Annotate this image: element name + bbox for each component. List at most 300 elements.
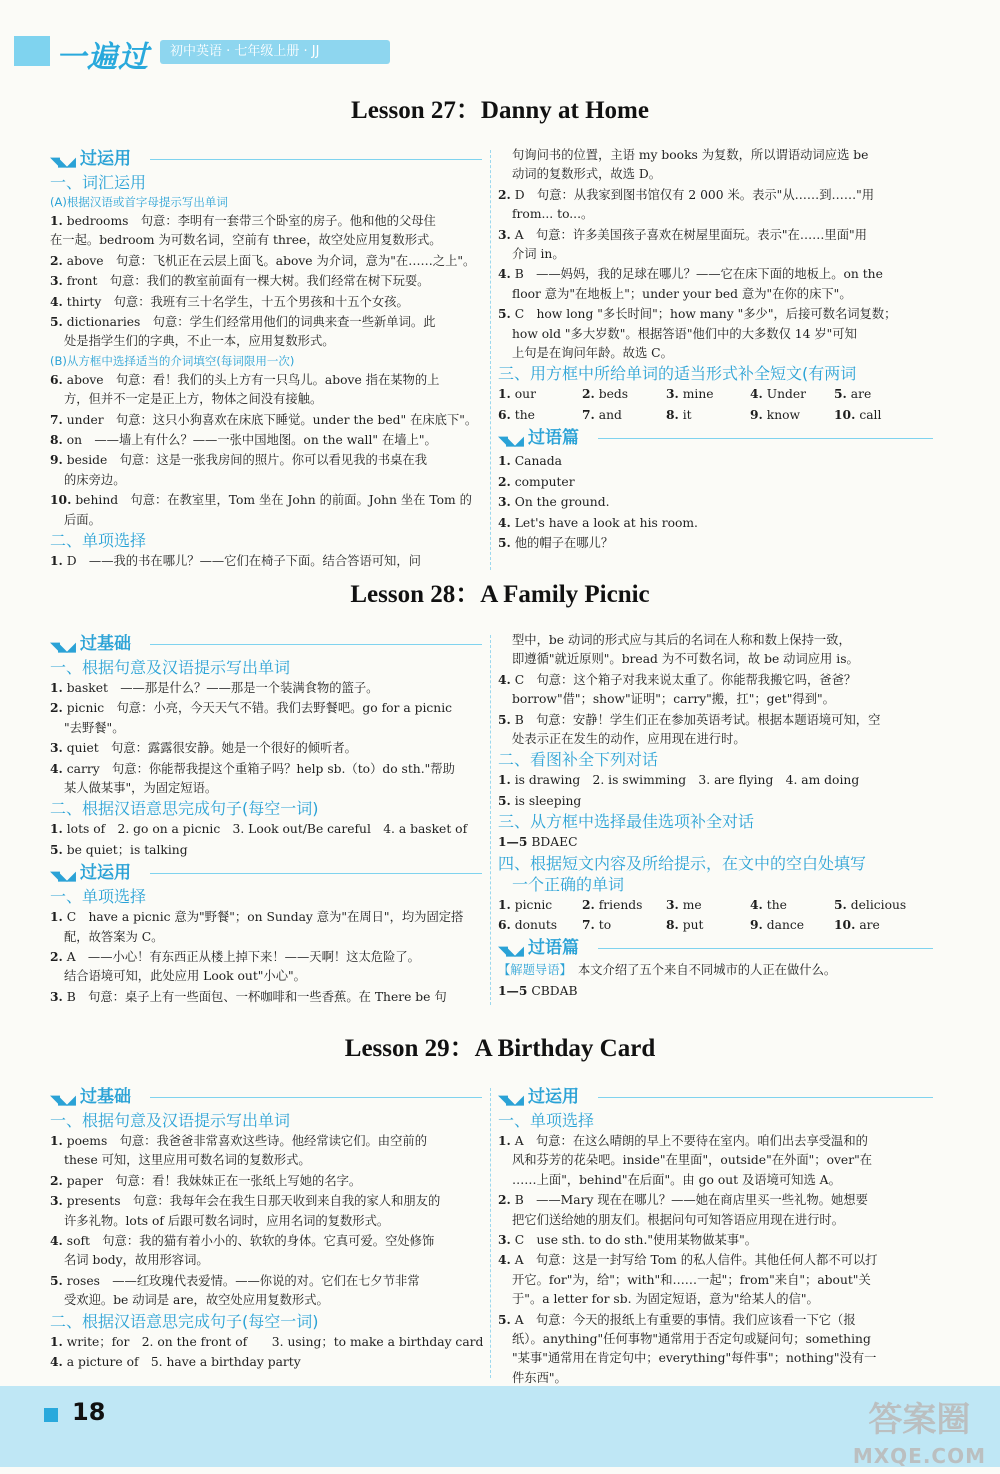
answer-number: 6. xyxy=(50,371,63,387)
answer-cell xyxy=(750,405,834,425)
answer-line xyxy=(498,1190,933,1210)
answer-row xyxy=(498,384,933,404)
sparkle-icon: ◥◣◢ xyxy=(50,640,74,655)
section-heading-text: 过运用 xyxy=(528,1087,579,1107)
answer-number: 7. xyxy=(582,917,595,933)
section-heading xyxy=(498,427,933,449)
answer-text: beside 句意：这是一张我房间的照片。你可以看见我的书桌在我 xyxy=(62,453,428,468)
answer-text: floor 意为"在地板上"；under your bed 意为"在你的床下"。 xyxy=(512,286,852,301)
answer-line xyxy=(50,678,482,698)
answer-text: picnic 句意：小亮，今天天气不错。我们去野餐吧。go for a picnic xyxy=(62,701,453,716)
answer-cell xyxy=(498,915,582,935)
answer-text: 纸）。anything"任何事物"通常用于否定句或疑问句；something xyxy=(512,1332,871,1347)
answer-line xyxy=(50,1231,482,1251)
answer-text: D ——我的书在哪儿？——它们在椅子下面。结合答语可知，问 xyxy=(62,554,421,569)
answer-number: 5. xyxy=(834,896,847,912)
answer-number: 1. xyxy=(50,909,63,925)
answer-number: 10. xyxy=(834,406,856,422)
answer-text: 句询问书的位置，主语 my books 为复数，所以谓语动词应选 be xyxy=(512,148,869,162)
lesson-27-right-column xyxy=(498,146,933,553)
heading-rule xyxy=(150,159,482,160)
answer-line xyxy=(50,430,482,450)
heading-rule xyxy=(150,644,482,645)
subsection-heading: 三、从方框中选择最佳选项补全对话 xyxy=(498,812,755,832)
answer-number: 1. xyxy=(498,1133,511,1148)
answer-number: 5. xyxy=(498,1311,511,1327)
answer-line xyxy=(50,907,482,927)
answer-text: poems 句意：我爸爸非常喜欢这些诗。他经常读它们。由空前的 xyxy=(62,1134,427,1148)
answer-number: 4. xyxy=(750,896,763,912)
sparkle-icon: ◥◣◢ xyxy=(50,869,74,885)
sparkle-icon: ◥◣◢ xyxy=(50,1093,74,1108)
subsection-heading: 一、词汇运用 xyxy=(50,173,147,192)
answer-text: are xyxy=(846,387,872,402)
sparkle-icon: ◥◣◢ xyxy=(498,434,522,450)
answer-line xyxy=(498,513,933,533)
subsection-heading: 一、单项选择 xyxy=(498,1111,595,1130)
answer-line xyxy=(498,730,933,749)
answer-number: 1. xyxy=(498,896,511,912)
answer-text: 件东西"。 xyxy=(512,1370,567,1385)
answer-number: 5. xyxy=(498,792,511,808)
answer-text: Canada xyxy=(510,454,562,469)
subsection-heading: 一、根据句意及汉语提示写出单词 xyxy=(50,1111,291,1130)
answer-text: 的床旁边。 xyxy=(64,472,126,487)
answer-line xyxy=(498,650,933,669)
answer-number: 5. xyxy=(498,711,511,727)
answer-line xyxy=(498,344,933,363)
answer-line xyxy=(50,947,482,967)
answer-number: 2. xyxy=(498,1192,511,1208)
answer-text: know xyxy=(762,407,801,422)
answer-line xyxy=(498,492,933,512)
answer-line xyxy=(50,370,482,390)
answer-text: computer xyxy=(510,474,575,489)
answer-line xyxy=(50,719,482,738)
answer-text: put xyxy=(678,918,704,933)
answer-number: 1. xyxy=(50,1333,63,1349)
answer-number: 2. xyxy=(50,252,63,268)
answer-text: A 句意：这是一封写给 Tom 的私人信件。其他任何人都不可以打 xyxy=(510,1253,878,1268)
answer-text: 受欢迎。be 动词是 are，故空处应用复数形式。 xyxy=(64,1293,329,1308)
answer-line xyxy=(50,211,482,231)
column-divider xyxy=(490,635,491,1005)
answer-text: 他的帽子在哪儿？ xyxy=(510,535,614,550)
answer-text: these 可知，这里应用可数名词的复数形式。 xyxy=(64,1153,311,1168)
answer-line xyxy=(50,490,482,510)
answer-text: be quiet；is talking xyxy=(62,842,188,857)
hint-label: 【解题导语】 xyxy=(498,963,566,978)
lesson-28-title: Lesson 28：A Family Picnic xyxy=(350,581,650,608)
answer-text: 配，故答案为 C。 xyxy=(64,929,164,944)
answer-cell xyxy=(666,915,750,935)
answer-line xyxy=(50,271,482,291)
answer-text: 方，但并不一定是正上方，物体之间没有接触。 xyxy=(64,392,323,407)
answer-number: 5. xyxy=(834,386,847,402)
answer-line xyxy=(50,551,482,571)
answer-line xyxy=(498,1330,933,1349)
answer-line xyxy=(50,840,482,860)
answer-text: basket ——那是什么？——那是一个装满食物的篮子。 xyxy=(62,681,379,695)
answer-line xyxy=(50,471,482,490)
answer-line xyxy=(498,770,933,790)
section-heading xyxy=(50,148,482,170)
answer-number: 1. xyxy=(498,453,511,469)
answer-line xyxy=(498,533,933,553)
answer-line xyxy=(50,312,482,332)
answer-line xyxy=(50,1131,482,1151)
answer-text: above 句意：飞机正在云层上面飞。above 为介词，意为"在……之上"。 xyxy=(62,253,476,268)
answer-number: 1. xyxy=(50,553,63,569)
answer-number: 4. xyxy=(50,293,63,309)
answer-number: 6. xyxy=(498,406,511,422)
lesson-29-title: Lesson 29：A Birthday Card xyxy=(344,1035,656,1062)
answer-text: 开它。for"为，给"；with"和……一起"；from"来自"；about"关 xyxy=(512,1272,871,1287)
answer-line xyxy=(498,791,933,811)
answer-text: beds xyxy=(594,387,629,402)
watermark-url: MXQE.COM xyxy=(852,1444,986,1468)
answer-line xyxy=(498,1290,933,1309)
page-header xyxy=(0,30,1000,75)
section-heading xyxy=(50,1086,482,1108)
answer-text: call xyxy=(855,407,882,422)
answer-number: 5. xyxy=(50,1272,63,1288)
answer-line xyxy=(50,450,482,470)
answer-line xyxy=(50,759,482,779)
answer-line xyxy=(50,511,482,530)
answer-text: presents 句意：我每年会在我生日那天收到来自我的家人和朋友的 xyxy=(62,1194,441,1209)
answer-number: 2. xyxy=(582,896,595,912)
sparkle-icon: ◥◣◢ xyxy=(50,155,74,170)
answer-line xyxy=(498,304,933,324)
answer-text: 处表示正在发生的动作，应用现在进行时。 xyxy=(512,732,746,747)
heading-rule xyxy=(150,873,482,874)
answer-number: 4. xyxy=(50,1233,63,1249)
subsection-heading: 一个正确的单词 xyxy=(512,874,625,894)
answer-number: 4. xyxy=(498,514,511,530)
answer-number: 3. xyxy=(666,386,679,402)
answer-cell xyxy=(582,384,666,404)
answer-number: 1. xyxy=(498,386,511,402)
answer-text: A 句意：今天的报纸上有重要的事情。我们应该看一下它（报 xyxy=(510,1312,856,1327)
section-heading xyxy=(50,633,482,655)
answer-number: 2. xyxy=(582,386,595,402)
answer-number: 1. xyxy=(498,772,511,788)
answer-text: A 句意：在这么晴朗的早上不要待在室内。咱们出去享受温和的 xyxy=(510,1134,868,1148)
answer-line xyxy=(498,165,933,184)
sparkle-icon: ◥◣◢ xyxy=(498,1093,522,1108)
answer-number: 1—5 xyxy=(498,834,528,850)
section-heading-text: 过语篇 xyxy=(528,428,579,449)
answer-number: 3. xyxy=(666,896,679,912)
answer-line xyxy=(498,472,933,492)
answer-text: 名词 body，故用形容词。 xyxy=(64,1253,209,1268)
answer-text: picnic xyxy=(510,897,553,912)
answer-line xyxy=(50,987,482,1007)
answer-number: 4. xyxy=(498,266,511,282)
answer-text: 即遵循"就近原则"。bread 为不可数名词，故 be 动词应用 is。 xyxy=(512,652,859,667)
sparkle-icon: ◥◣◢ xyxy=(498,944,522,960)
subsection-heading: 四、根据短文内容及所给提示，在文中的空白处填写 xyxy=(498,853,867,873)
answer-text: Under xyxy=(762,387,807,402)
answer-line xyxy=(50,292,482,312)
answer-number: 2. xyxy=(50,949,63,965)
answer-cell xyxy=(498,384,582,404)
answer-text: is drawing 2. is swimming 3. are flying 4. am doing xyxy=(510,773,860,788)
answer-text: D 句意：从我家到图书馆仅有 2 000 米。表示"从……到……"用 xyxy=(510,187,875,202)
answer-number: 4. xyxy=(498,1252,511,1268)
answer-text: our xyxy=(510,387,536,402)
answer-line xyxy=(50,819,482,839)
lesson-28-left-column xyxy=(50,631,482,1007)
answer-text: quiet 句意：露露很安静。她是一个很好的倾听者。 xyxy=(62,741,357,756)
answer-number: 9. xyxy=(50,452,63,468)
answer-text: 型中，be 动词的形式应与其后的名词在人称和数上保持一致， xyxy=(512,633,851,647)
heading-rule xyxy=(598,948,933,949)
answer-line xyxy=(498,1211,933,1230)
answer-text: are xyxy=(855,918,880,933)
answer-line xyxy=(498,710,933,730)
hint-line xyxy=(498,961,933,980)
answer-line xyxy=(498,981,933,1001)
answer-number: 4. xyxy=(498,671,511,687)
answer-line xyxy=(498,1271,933,1290)
watermark-text: 答案圈 xyxy=(868,1400,971,1440)
answer-text: it xyxy=(678,407,692,422)
answer-number: 7. xyxy=(50,411,63,427)
header-color-block xyxy=(14,36,50,66)
answer-text: 上句是在询问年龄。故选 C。 xyxy=(512,346,673,361)
answer-number: 9. xyxy=(750,406,763,422)
answer-text: dictionaries 句意：学生们经常用他们的词典来查一些新单词。此 xyxy=(62,315,436,330)
answer-line xyxy=(50,231,482,250)
answer-cell xyxy=(498,405,582,425)
answer-number: 4. xyxy=(50,1354,63,1370)
section-heading-text: 过运用 xyxy=(80,149,131,169)
answer-number: 8. xyxy=(50,432,63,448)
answer-line xyxy=(50,1332,482,1352)
answer-text: borrow"借"；show"证明"；carry"搬，扛"；get"得到"。 xyxy=(512,692,835,707)
answer-text: is sleeping xyxy=(510,793,582,808)
answer-text: 介词 in。 xyxy=(512,247,565,262)
heading-rule xyxy=(598,438,933,439)
lesson-27-title: Lesson 27：Danny at Home xyxy=(351,97,649,124)
answer-text: delicious xyxy=(846,897,907,912)
answer-text: mine xyxy=(678,387,714,402)
answer-text: B ——Mary 现在在哪儿？——她在商店里买一些礼物。她想要 xyxy=(510,1193,868,1208)
column-divider xyxy=(490,1088,491,1378)
answer-row xyxy=(498,405,933,425)
answer-cell xyxy=(498,895,582,915)
answer-text: C use sth. to do sth."使用某物做某事"。 xyxy=(510,1233,758,1248)
answer-text: from... to...。 xyxy=(512,207,594,222)
answer-line xyxy=(498,185,933,205)
answer-cell xyxy=(834,915,918,935)
answer-number: 6. xyxy=(498,917,511,933)
subsection-heading: 一、根据句意及汉语提示写出单词 xyxy=(50,658,291,677)
answer-number: 3. xyxy=(50,740,63,756)
answer-text: On the ground. xyxy=(510,495,610,510)
answer-text: roses ——红玫瑰代表爱情。——你说的对。它们在七夕节非常 xyxy=(62,1273,420,1288)
answer-text: front 句意：我们的教室前面有一棵大树。我们经常在树下玩耍。 xyxy=(62,274,430,289)
answer-text: 动词的复数形式，故选 D。 xyxy=(512,167,662,182)
column-divider xyxy=(490,150,491,570)
answer-text: B 句意：安静！学生们正在参加英语考试。根据本题语境可知，空 xyxy=(510,712,881,727)
answer-line xyxy=(498,1310,933,1330)
answer-cell xyxy=(666,405,750,425)
answer-text: 后面。 xyxy=(64,512,101,527)
answer-line xyxy=(498,832,933,852)
answer-text: the xyxy=(762,897,787,912)
heading-rule xyxy=(598,1097,933,1098)
answer-line xyxy=(498,1230,933,1250)
answer-line xyxy=(50,410,482,430)
answer-text: ……上面"，behind"在后面"。由 go out 及语境可知选 A。 xyxy=(512,1172,841,1187)
answer-text: 结合语境可知，此处应用 Look out"小心"。 xyxy=(64,969,306,984)
answer-text: the xyxy=(510,407,535,422)
answer-line xyxy=(498,1171,933,1190)
answer-number: 4. xyxy=(750,386,763,402)
subsection-heading: 二、看图补全下列对话 xyxy=(498,750,659,770)
section-heading-text: 过基础 xyxy=(80,634,131,654)
answer-text: how old "多大岁数"。根据答语"他们中的大多数仅 14 岁"可知 xyxy=(512,326,857,341)
answer-text: carry 句意：你能帮我提这个重箱子吗？help sb.（to）do sth."帮助 xyxy=(62,761,455,776)
answer-text: 于"。a letter for sb. 为固定短语，意为"给某人的信"。 xyxy=(512,1292,819,1307)
answer-text: soft 句意：我的猫有着小小的、软软的身体。它真可爱。空处修饰 xyxy=(62,1234,435,1249)
answer-text: under 句意：这只小狗喜欢在床底下睡觉。under the bed" 在床底下"。 xyxy=(62,412,478,427)
answer-number: 10. xyxy=(834,917,856,933)
answer-number: 5. xyxy=(498,534,511,550)
answer-number: 10. xyxy=(50,492,72,508)
answer-line xyxy=(498,1349,933,1368)
answer-line xyxy=(50,698,482,718)
answer-text: B 句意：桌子上有一些面包、一杯咖啡和一些香蕉。在 There be 句 xyxy=(62,989,447,1004)
page-number: 18 xyxy=(72,1398,106,1426)
answer-text: friends xyxy=(594,897,643,912)
answer-text: 把它们送给她的朋友们。根据问句可知答语应用现在进行时。 xyxy=(512,1212,845,1227)
answer-line xyxy=(50,967,482,986)
section-heading-text: 过运用 xyxy=(80,863,131,884)
lesson-27-left-column xyxy=(50,146,482,572)
answer-line xyxy=(498,325,933,344)
answer-cell xyxy=(750,915,834,935)
answer-text: 许多礼物。lots of 后跟可数名词时，应用名词的复数形式。 xyxy=(64,1213,390,1228)
subsection-heading: 二、根据汉语意思完成句子(每空一词) xyxy=(50,799,319,819)
answer-line xyxy=(498,205,933,224)
answer-text: 风和芬芳的花朵吧。inside"在里面"，outside"在外面"；over"在 xyxy=(512,1153,873,1168)
answer-line xyxy=(498,1250,933,1270)
answer-cell xyxy=(582,895,666,915)
answer-row xyxy=(498,915,933,935)
instruction-note: (B)从方框中选择适当的介词填空(每词限用一次) xyxy=(50,353,295,368)
answer-number: 8. xyxy=(666,917,679,933)
instruction-note: (A)根据汉语或首字母提示写出单词 xyxy=(50,195,228,209)
answer-line xyxy=(50,1291,482,1310)
answer-number: 7. xyxy=(582,406,595,422)
answer-line xyxy=(498,670,933,690)
answer-number: 1. xyxy=(50,213,63,228)
section-heading xyxy=(498,1086,933,1108)
book-tag: 初中英语 · 七年级上册 · JJ xyxy=(160,40,390,64)
answer-number: 3. xyxy=(498,226,511,242)
section-heading xyxy=(50,862,482,884)
answer-cell xyxy=(582,405,666,425)
section-heading-text: 过语篇 xyxy=(528,938,579,959)
answer-number: 2. xyxy=(498,186,511,202)
answer-text: 在一起。bedroom 为可数名词，空前有 three，故空处应用复数形式。 xyxy=(50,233,442,248)
answer-number: 1. xyxy=(50,821,63,837)
answer-line xyxy=(50,251,482,271)
answer-number: 8. xyxy=(666,406,679,422)
answer-line xyxy=(498,285,933,304)
answer-text: behind 句意：在教室里，Tom 坐在 John 的前面。John 坐在 Tom 的 xyxy=(71,493,472,508)
answer-line xyxy=(50,1212,482,1231)
answer-cell xyxy=(666,384,750,404)
subsection-heading: 二、单项选择 xyxy=(50,531,147,551)
answer-number: 2. xyxy=(50,700,63,716)
answer-number: 1—5 xyxy=(498,982,528,998)
answer-text: 处是指学生们的字典，不止一本，应用复数形式。 xyxy=(64,334,335,349)
answer-number: 1. xyxy=(50,1133,63,1148)
answer-text: dance xyxy=(762,918,805,933)
answer-number: 1. xyxy=(50,680,63,695)
answer-number: 5. xyxy=(50,841,63,857)
answer-text: A 句意：许多美国孩子喜欢在树屋里面玩。表示"在……里面"用 xyxy=(510,227,867,242)
answer-cell xyxy=(666,895,750,915)
subsection-heading: 二、根据汉语意思完成句子(每空一词) xyxy=(50,1311,319,1331)
section-heading xyxy=(498,937,933,959)
answer-text: on ——墙上有什么？——一张中国地图。on the wall" 在墙上"。 xyxy=(62,433,437,448)
answer-number: 2. xyxy=(498,473,511,489)
subsection-heading: 三、用方框中所给单词的适当形式补全短文(有两词 xyxy=(498,364,857,384)
watermark xyxy=(853,1402,986,1474)
heading-rule xyxy=(150,1097,482,1098)
answer-cell xyxy=(750,895,834,915)
answer-number: 3. xyxy=(498,1232,511,1248)
answer-text: C how long "多长时间"；how many "多少"，后接可数名词复数； xyxy=(510,307,897,322)
answer-cell xyxy=(834,405,918,425)
answer-line xyxy=(498,631,933,650)
answer-number: 3. xyxy=(498,494,511,510)
answer-number: 3. xyxy=(50,1193,63,1209)
page-footer xyxy=(0,1386,1000,1467)
answer-number: 3. xyxy=(50,273,63,289)
answer-line xyxy=(498,451,933,471)
lesson-28-right-column xyxy=(498,631,933,1001)
section-heading-text: 过基础 xyxy=(80,1087,131,1107)
answer-number: 3. xyxy=(50,988,63,1004)
answer-cell xyxy=(750,384,834,404)
answer-number: 5. xyxy=(50,314,63,330)
answer-line xyxy=(50,1352,482,1372)
answer-line xyxy=(50,1151,482,1170)
lesson-29-right-column xyxy=(498,1084,933,1388)
answer-text: donuts xyxy=(510,918,558,933)
answer-text: above 句意：看！我们的头上方有一只鸟儿。above 指在某物的上 xyxy=(62,372,440,387)
answer-line xyxy=(50,779,482,798)
lesson-29-left-column xyxy=(50,1084,482,1372)
answer-row xyxy=(498,895,933,915)
answer-number: 4. xyxy=(50,760,63,776)
answer-text: C 句意：这个箱子对我来说太重了。你能帮我搬它吗，爸爸？ xyxy=(510,672,857,687)
answer-number: 5. xyxy=(498,306,511,322)
answer-text: B ——妈妈，我的足球在哪儿？——它在床下面的地板上。on the xyxy=(510,267,883,282)
answer-line xyxy=(50,1251,482,1270)
answer-line xyxy=(50,928,482,947)
answer-line xyxy=(50,1271,482,1291)
answer-line xyxy=(50,390,482,409)
answer-text: Let's have a look at his room. xyxy=(510,515,698,530)
